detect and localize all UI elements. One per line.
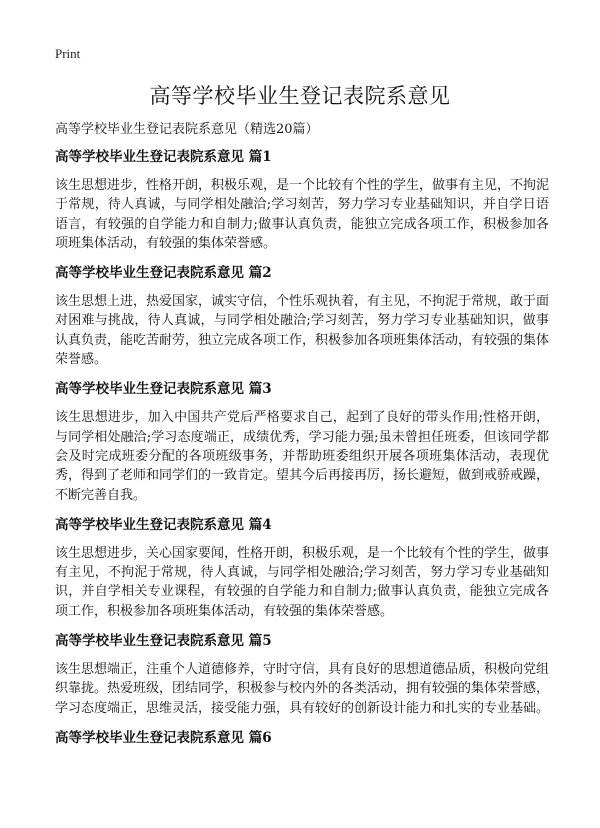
section-heading: 高等学校毕业生登记表院系意见 篇6 bbox=[55, 729, 272, 746]
section-6 bbox=[55, 729, 549, 747]
section-body: 该生思想进步，加入中国共产党后严格要求自己，起到了良好的带头作用;性格开朗，与同学相处融洽;学习态度端正，成绩优秀，学习能力强;虽未曾担任班委，但该同学都会及时完成班委分配的各项班级事务，并帮助班委组织开展各项班集体活动，表现优秀，得到了老师和同学们的一致肯定。望其今后再接再厉，扬长避短，做到戒骄戒躁，不断完善自我。 bbox=[55, 410, 550, 503]
section-4 bbox=[55, 516, 549, 621]
section-body: 该生思想端正，注重个人道德修养，守时守信，具有良好的思想道德品质，积极向党组织靠拢。热爱班级，团结同学，积极参与校内外的各类活动，拥有较强的集体荣誉感，学习态度端正，思维灵活，接受能力强，具有较好的创新设计能力和扎实的专业基础。 bbox=[55, 662, 550, 716]
section-heading: 高等学校毕业生登记表院系意见 篇3 bbox=[55, 381, 272, 398]
document-content bbox=[55, 148, 549, 758]
section-5 bbox=[55, 632, 549, 718]
section-body: 该生思想上进，热爱国家，诚实守信，个性乐观执着，有主见，不拘泥于常规，敢于面对困难与挑战，待人真诚，与同学相处融洽;学习刻苦，努力学习专业基础知识，做事认真负责，能吃苦耐劳，独立完成各项工作，积极参加各项班集体活动，有较强的集体荣誉感。 bbox=[55, 294, 550, 368]
section-body: 该生思想进步，性格开朗，积极乐观，是一个比较有个性的学生，做事有主见，不拘泥于常规，待人真诚，与同学相处融洽;学习刻苦，努力学习专业基础知识，并自学日语语言，有较强的自学能力和自制力;做事认真负责，能独立完成各项工作，积极参加各项班集体活动，有较强的集体荣誉感。 bbox=[55, 178, 550, 251]
section-3 bbox=[55, 380, 549, 504]
section-1 bbox=[55, 148, 549, 253]
section-heading: 高等学校毕业生登记表院系意见 篇4 bbox=[55, 516, 272, 533]
section-heading: 高等学校毕业生登记表院系意见 篇1 bbox=[55, 149, 272, 165]
section-heading: 高等学校毕业生登记表院系意见 篇5 bbox=[55, 633, 272, 650]
section-body: 该生思想进步，关心国家要闻，性格开朗，积极乐观，是一个比较有个性的学生，做事有主见，不拘泥于常规，待人真诚，与同学相处融洽;学习刻苦，努力学习专业基础知识，并自学相关专业课程，有较强的自学能力和自制力;做事认真负责，能独立完成各项工作，积极参加各项班集体活动，有较强的集体荣誉感。 bbox=[55, 545, 550, 619]
document-subtitle: 高等学校毕业生登记表院系意见（精选20篇） bbox=[55, 122, 319, 137]
section-2 bbox=[55, 264, 549, 369]
page-title: 高等学校毕业生登记表院系意见 bbox=[149, 84, 451, 108]
section-heading: 高等学校毕业生登记表院系意见 篇2 bbox=[55, 265, 272, 282]
print-link[interactable]: Print bbox=[55, 46, 81, 61]
